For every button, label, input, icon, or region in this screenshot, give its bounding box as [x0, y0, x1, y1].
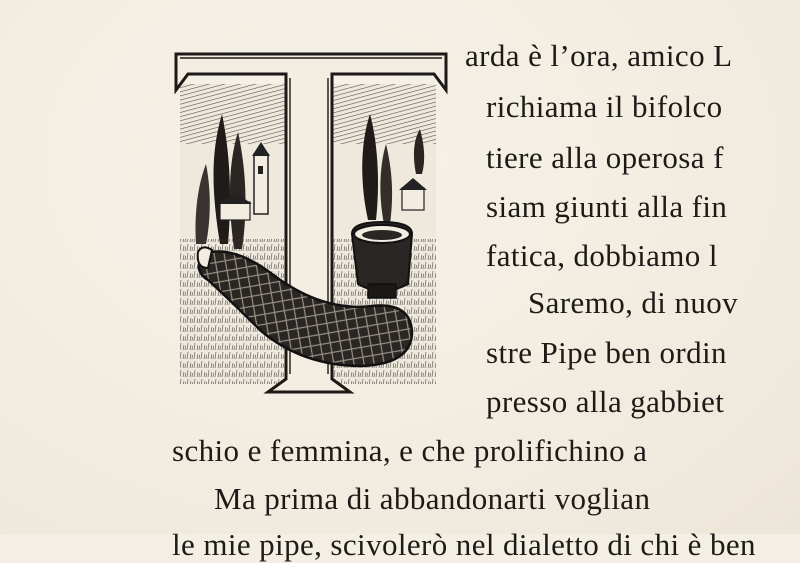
text-line: arda è l’ora, amico L [465, 38, 733, 73]
text-line: fatica, dobbiamo l [486, 238, 718, 273]
text-line: schio e femmina, e che prolifichino a [172, 433, 648, 468]
decorated-initial-t-icon [172, 44, 450, 404]
text-line: Saremo, di nuov [528, 285, 739, 320]
text-line: tiere alla operosa f [486, 140, 724, 175]
text-line: stre Pipe ben ordin [486, 335, 727, 370]
text-line: le mie pipe, scivolerò nel dialetto di chi è ben [172, 527, 756, 562]
text-line: siam giunti alla fin [486, 189, 728, 224]
text-line: presso alla gabbiet [486, 384, 725, 419]
text-line: Ma prima di abbandonarti voglian [214, 481, 651, 516]
text-line: richiama il bifolco [486, 89, 723, 124]
